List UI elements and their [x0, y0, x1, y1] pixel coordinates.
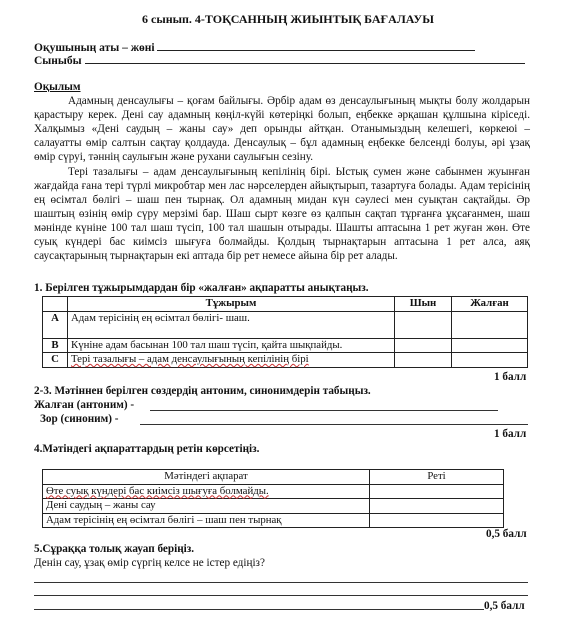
col-false: Жалған: [452, 297, 528, 312]
row-true-cell[interactable]: [395, 311, 452, 338]
table-header-row: [43, 297, 528, 312]
antonym-row: [34, 398, 134, 412]
antonym-answer-line[interactable]: [150, 410, 498, 411]
row-statement: Күніне адам басынан 100 тал шаш түсіп, қайта шықпайды.: [68, 338, 395, 353]
row-statement: Адам терісінің ең өсімтал бөлігі- шаш.: [68, 311, 395, 338]
table-row: [43, 499, 504, 514]
row-statement: Тері тазалығы – адам денсаулығының кепілінің бірі: [68, 353, 395, 368]
task2-heading: 2-3. Мәтіннен берілген сөздердің антоним, синонимдерін табыңыз.: [34, 385, 371, 397]
table-row: [43, 311, 528, 338]
table-row: [43, 353, 528, 368]
table-row: [43, 484, 504, 499]
answer-line[interactable]: [34, 582, 528, 583]
task2-score: 1 балл: [494, 428, 527, 440]
class-label: Сыныбы: [34, 55, 82, 67]
info-cell: Дені саудың – жаны сау: [43, 499, 370, 514]
table-header-row: [43, 470, 504, 485]
antonym-label: Жалған (антоним) -: [34, 399, 135, 411]
task1-heading: 1. Берілген тұжырымдардан бір «жалған» ақпаратты анықтаңыз.: [34, 282, 369, 294]
task1-table: [42, 296, 528, 368]
task1-score: 1 балл: [494, 371, 527, 383]
synonym-row: [40, 412, 118, 426]
row-letter: A: [43, 311, 68, 338]
worksheet-title: 6 сынып. 4-ТОҚСАННЫҢ ЖИЫНТЫҚ БАҒАЛАУЫ: [142, 12, 434, 26]
task4-heading: 4.Мәтіндегі ақпараттардың ретін көрсетіңіз.: [34, 443, 260, 455]
reading-text: [34, 94, 530, 263]
row-false-cell[interactable]: [452, 311, 528, 338]
task5-score: 0,5 балл: [484, 600, 525, 612]
row-true-cell[interactable]: [395, 353, 452, 368]
reading-paragraph-2: Тері тазалығы – адам денсаулығының кепілінің бірі. Ыстық сумен және сабынмен жуынған жағдайда ғана тері түрлі микробтар мен лас нәрселерден айықтырып, тазартуға болады. Адам терісінің ең өсімтал бөлігі – шаш пен тырнақ. Ол адамның мидан күн сәулесі мен суықтан сақтайды. Әр шаштың өзінің өмір сүру мерзімі бар. Шаш сырт көзге өз қалпын сақтап тұрғанға ұқсағанмен, шаш мәнінде күніне 100 тал шаш түсіп, 100 тал шашын отырады. Шашты аптасына 1 рет жуған жөн. Өте суық күндері бас киімсіз шығуға болмайды. Қолдың тырнақтарын аптасына 1 рет алса, аяқ саусақтарының тырнақтарын екі аптада бір рет немесе айына бір рет алады.: [34, 165, 530, 263]
row-letter: B: [43, 338, 68, 353]
table-row: [43, 338, 528, 353]
col-order: Реті: [370, 470, 504, 485]
col-info: Мәтіндегі ақпарат: [43, 470, 370, 485]
student-name-line[interactable]: [157, 40, 475, 51]
task5-question: Денін сау, ұзақ өмір сүргің келсе не істер едіңіз?: [34, 557, 265, 569]
class-line[interactable]: [85, 53, 525, 64]
info-cell: Адам терісінің ең өсімтал бөлігі – шаш пен тырнақ: [43, 513, 370, 528]
answer-line[interactable]: [34, 595, 528, 596]
row-letter: C: [43, 353, 68, 368]
synonym-label: Зор (синоним) -: [40, 413, 119, 425]
class-row: [34, 53, 525, 68]
reading-heading: Оқылым: [34, 81, 81, 93]
task4-score: 0,5 балл: [486, 528, 527, 540]
table-row: [43, 513, 504, 528]
col-true: Шын: [395, 297, 452, 312]
synonym-answer-line[interactable]: [140, 424, 528, 425]
task5-heading: 5.Сұраққа толық жауап беріңіз.: [34, 543, 195, 555]
col-statement: Тұжырым: [68, 297, 395, 312]
student-name-label: Оқушының аты – жөні: [34, 42, 155, 54]
task4-table: [42, 469, 504, 528]
row-true-cell[interactable]: [395, 338, 452, 353]
row-false-cell[interactable]: [452, 338, 528, 353]
info-cell: Өте суық күндері бас киімсіз шығуға болмайды.: [43, 484, 370, 499]
row-false-cell[interactable]: [452, 353, 528, 368]
reading-paragraph-1: Адамның денсаулығы – қоғам байлығы. Әрбір адам өз денсаулығының мықты болу жолдарын қарастыру керек. Дені сау адамның көңіл-күйі көтеріңкі болып, еңбекке әрқашан құлшына кіріседі. Халқымыз «Дені саудың – жаны сау» деп орынды айтқан. Отанымыздың келешегі, көркеюі – салауатты өмір салтын сақтау қолдауда. Денсаулық – бұл адамның еңбекке белсенді болуы, әрі ұзақ өмір сүруі, тәннің саулығын және рухани саулығын сезіну.: [34, 95, 530, 164]
order-cell[interactable]: [370, 513, 504, 528]
order-cell[interactable]: [370, 484, 504, 499]
answer-line[interactable]: [34, 609, 484, 610]
order-cell[interactable]: [370, 499, 504, 514]
